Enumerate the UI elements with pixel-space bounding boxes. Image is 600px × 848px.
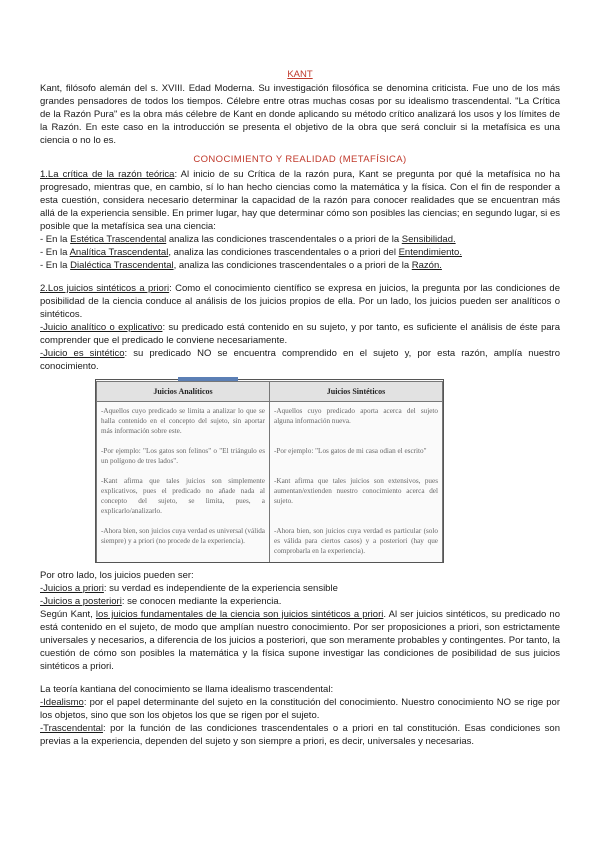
table-cell: -Ahora bien, son juicios cuya verdad es particular (solo es válida para ciertos casos) y a posteriori (hay que comprobarla en la experiencia). xyxy=(270,522,443,562)
table-cell: -Aquellos cuyo predicado se limita a analizar lo que se halla contenido en el concepto del sujeto, sin aportar más información sobre este. xyxy=(97,402,270,443)
section-title: CONOCIMIENTO Y REALIDAD (METAFÍSICA) xyxy=(193,154,407,165)
comparison-table-image xyxy=(95,379,444,563)
table-cell: -Ahora bien, son juicios cuya verdad es universal (válida siempre) y a priori (no procede de la experiencia). xyxy=(97,522,270,562)
paragraph-idealismo: -Idealismo: por el papel determinante del sujeto en la constitución del conocimiento. Nuestro conocimiento NO se rige por los objetos, sino que son los objetos los que se rigen por el sujeto. xyxy=(40,697,560,721)
comparison-table xyxy=(96,381,443,562)
table-cell: -Kant afirma que tales juicios son extensivos, pues aumentan/extienden nuestro conocimiento acerca del sujeto. xyxy=(270,472,443,522)
table-cell: -Aquellos cuyo predicado aporta acerca del sujeto alguna información nueva. xyxy=(270,402,443,443)
list-item: - En la Analítica Trascendental, analiza las condiciones trascendentales o a priori del Entendimiento. xyxy=(40,247,462,258)
intro-paragraph: Kant, filósofo alemán del s. XVIII. Edad Moderna. Su investigación filosófica se denomina criticista. Fue uno de los más grandes pensadores de todos los tiempos. Célebre entre otras muchas cosas por su idealismo trascendental. "La Crítica de la Razón Pura" es la obra más célebre de Kant en donde aplicando su método crítico analizará los usos y los límites de la Razón. En este caso en la introducción se presenta el objetivo de la obra que será concluir si la metafísica es una ciencia o no lo es. xyxy=(40,83,560,146)
table-header: Juicios Sintéticos xyxy=(270,382,443,402)
table-cell: -Por ejemplo: "Los gatos son felinos" o "El triángulo es un polígono de tres lados". xyxy=(97,442,270,472)
table-cell: -Por ejemplo: "Los gatos de mi casa odian el escrito" xyxy=(270,442,443,472)
paragraph-sintetico: -Juicio es sintético: su predicado NO se encuentra comprendido en el sujeto y, por esta razón, amplía nuestro conocimiento. xyxy=(40,348,560,372)
list-item: - En la Estética Trascendental analiza las condiciones trascendentales o a priori de la Sensibilidad. xyxy=(40,234,456,245)
paragraph-analitico: -Juicio analítico o explicativo: su predicado está contenido en su sujeto, y por tanto, es suficiente el análisis de éste para comprender que el predicado le conviene necesariamente. xyxy=(40,322,560,346)
paragraph-trascendental: -Trascendental: por la función de las condiciones trascendentales o a priori en tal constitución. Esas condiciones son previas a la experiencia, dependen del sujeto y son siempre a priori, es decir, universales y necesarias. xyxy=(40,723,560,747)
table-cell: -Kant afirma que tales juicios son simplemente explicativos, pues el predicado no añade nada al concepto del sujeto, se limita, pues, a explicarlo/analizarlo. xyxy=(97,472,270,522)
paragraph-juicios: 2.Los juicios sintéticos a priori: Como el conocimiento científico se expresa en juicios, la pregunta por las condiciones de posibilidad de la ciencia conduce al análisis de los juicios propios de ella. Por un lado, los juicios pueden ser analíticos o sintéticos. xyxy=(40,283,560,320)
paragraph-a-posteriori: -Juicios a posteriori: se conocen mediante la experiencia. xyxy=(40,596,282,607)
paragraph-a-priori: -Juicios a priori: su verdad es independiente de la experiencia sensible xyxy=(40,583,338,594)
table-header: Juicios Analíticos xyxy=(97,382,270,402)
list-item: - En la Dialéctica Trascendental, analiza las condiciones trascendentales o a priori de la Razón. xyxy=(40,260,442,271)
heading-juicios: 2.Los juicios sintéticos a priori xyxy=(40,283,170,294)
paragraph-sinteticos-a-priori: Según Kant, los juicios fundamentales de la ciencia son juicios sintéticos a priori. Al ser juicios sintéticos, su predicado no está contenido en el sujeto, de modo que amplían nuestro conocimiento. Por ser proposiciones a priori, son estrictamente universales y necesarios, a diferencia de los juicios a posteriori, que son meramente probables y contingentes. Por tanto, la cuestión de cómo son posibles la matemática y la física supone investigar las condiciones de posibilidad de sus juicios sintéticos a priori. xyxy=(40,609,561,672)
table-row xyxy=(97,442,443,472)
text-critica: : Al inicio de su Crítica de la razón pura, Kant se pregunta por qué la metafísica no ha progresado, mientras que, en cambio, sí lo han hecho ciencias como la matemática y la física. Con el fin de responder a esta cuestión, considera necesario determinar la capacidad de la razón para conocer realidades que se encuentran más allá de la experiencia sensible. En primer lugar, hay que determinar cómo son posibles las ciencias; en segundo lugar, si es posible que la metafísica sea una ciencia: xyxy=(40,169,560,232)
paragraph-critica xyxy=(40,168,560,233)
paragraph-tipos: Por otro lado, los juicios pueden ser: xyxy=(40,570,194,581)
table-row xyxy=(97,472,443,522)
document-content xyxy=(40,68,560,748)
heading-critica: 1.La crítica de la razón teórica xyxy=(40,169,175,180)
page-title: KANT xyxy=(287,69,313,80)
paragraph-idealismo-intro: La teoría kantiana del conocimiento se llama idealismo trascendental: xyxy=(40,684,334,695)
table-row xyxy=(97,402,443,443)
table-row xyxy=(97,522,443,562)
